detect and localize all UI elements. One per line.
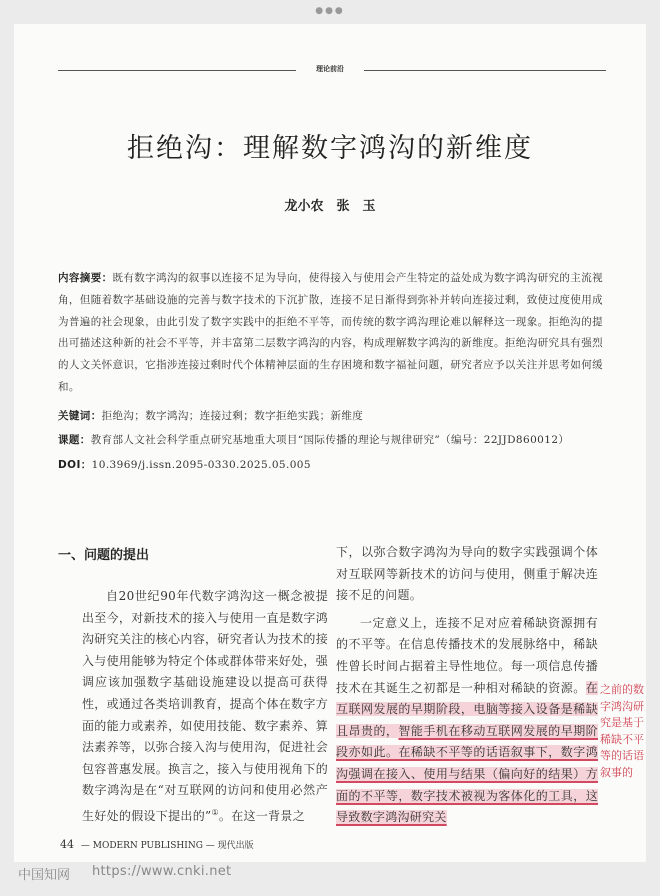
keywords-label: 关键词：	[58, 410, 102, 422]
section-heading: 一、问题的提出	[58, 548, 150, 563]
project-label: 课题：	[58, 434, 91, 446]
footnote-ref[interactable]: ①	[211, 807, 219, 817]
page-footer	[60, 838, 254, 851]
cnki-logo: 中国知网	[18, 868, 71, 883]
keywords-text: 拒绝沟；数字鸿沟；连接过剩；数字拒绝实践；新维度	[101, 410, 364, 422]
left-paragraph	[82, 586, 328, 828]
article-title: 拒绝沟：理解数字鸿沟的新维度	[127, 133, 533, 164]
header-rule-left	[58, 70, 296, 71]
doi	[58, 455, 606, 477]
right-paragraph-2-text: 一定意义上，连接不足对应着稀缺资源拥有的不平等。在信息传播技术的发展脉络中，稀缺性曾长时间占据着主导性地位。每一项信息传播技术在其诞生之初都是一种相对稀缺的资源。	[336, 615, 598, 695]
right-paragraph-1: 下，以弥合数字鸿沟为导向的数字实践强调个体对互联网等新技术的访问与使用，侧重于解决连接不足的问题。	[336, 545, 598, 603]
left-paragraph-tail: 。在这一背景之	[218, 808, 306, 823]
cnki-url: https://www.cnki.net	[92, 864, 232, 879]
window-drag-handle[interactable]: ●●●	[315, 6, 345, 16]
left-paragraph-text: 自20世纪90年代数字鸿沟这一概念被提出至今，对新技术的接入与使用一直是数字鸿沟研究关注的核心内容，研究者认为技术的接入与使用能够为特定个体或群体带来好处，强调应该加强数字基础设施建设以提高可获得性，或通过各类培训教育，提高个体在数字方面的能力或素养，如使用技能、数字素养、算法素养等，以弥合接入沟与使用沟，促进社会包容普惠发展。换言之，接入与使用视角下的数字鸿沟是在“对互联网的访问和使用必然产生好处的假设下提出的”	[82, 589, 329, 823]
abstract-label: 内容摘要：	[58, 272, 113, 284]
highlighted-underlined-text[interactable]: 智能手机在移动互联网发展的早期阶段亦如此。在稀缺不平等的话语叙事下，数字鸿沟强调在接入、使用与结果（偏向好的结果）方面的不平等，数字技术被视为客体化的工具，这导致数字鸿沟研究关	[336, 723, 598, 825]
margin-annotation[interactable]: 之前的数字鸿沟研究是基于稀缺不平等的话语叙事的	[600, 683, 644, 779]
project-text: 教育部人文社会科学重点研究基地重大项目“国际传播的理论与规律研究”（编号：22JJD860012）	[90, 434, 570, 446]
project	[58, 430, 606, 452]
left-column	[82, 586, 328, 828]
abstract	[58, 268, 606, 399]
article-authors: 龙小农 张 玉	[284, 199, 376, 214]
header-rule-right	[364, 70, 606, 71]
right-paragraph-2	[336, 613, 598, 829]
doi-text: 10.3969/j.issn.2095-0330.2025.05.005	[91, 459, 311, 471]
highlighted-text[interactable]: 在互联网发展的早期阶段，电脑等接入设备是稀缺且昂贵的，	[336, 680, 598, 738]
right-column	[336, 542, 598, 829]
abstract-text: 既有数字鸿沟的叙事以连接不足为导向，使得接入与使用会产生特定的益处成为数字鸿沟研究的主流视角，但随着数字基础设施的完善与数字技术的下沉扩散，连接不足日渐得到弥补并转向连接过剩，致使过度使用成为普遍的社会现象，由此引发了数字实践中的拒绝不平等，而传统的数字鸿沟理论难以解释这一现象。拒绝沟的提出可描述这种新的社会不平等，并丰富第二层数字鸿沟的内容，构成理解数字鸿沟的新维度。拒绝沟研究具有强烈的人文关怀意识，它指涉连接过剩时代个体精神层面的生存困境和数字福祉问题，研究者应予以关注并思考如何缓和。	[58, 272, 603, 393]
page-number: 44	[60, 838, 74, 851]
keywords	[58, 406, 606, 428]
doi-label: DOI：	[58, 459, 92, 471]
section-header: 理论前沿	[316, 65, 344, 73]
journal-name: — MODERN PUBLISHING — 现代出版	[80, 841, 254, 851]
